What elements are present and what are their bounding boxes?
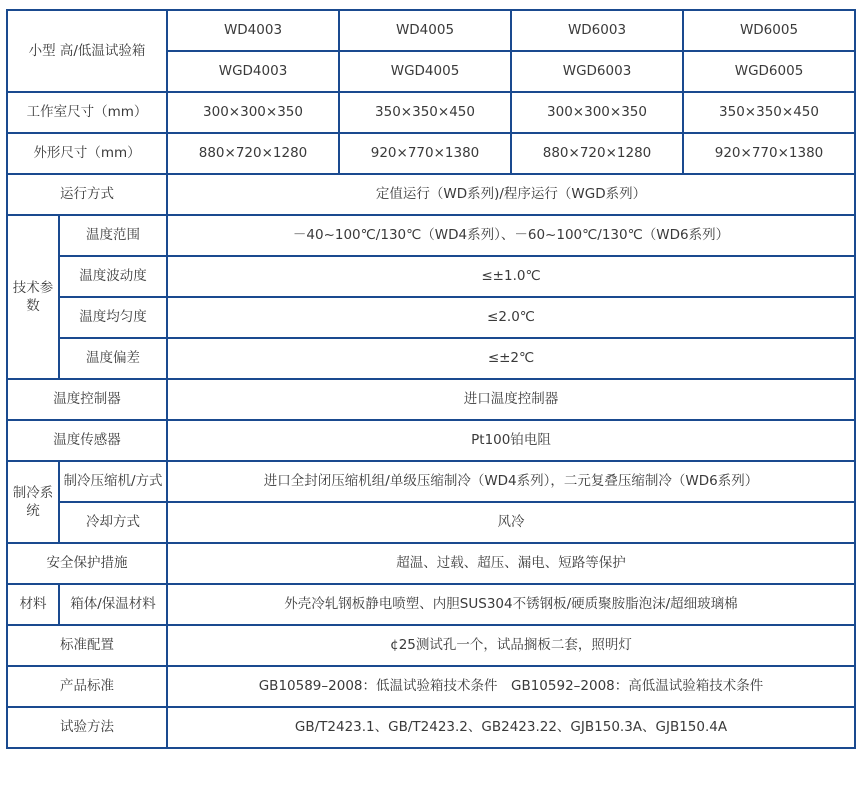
model-cell: WGD4005 xyxy=(339,51,511,92)
temp-range-value: －40~100℃/130℃（WD4系列）、－60~100℃/130℃（WD6系列） xyxy=(167,215,855,256)
table-row xyxy=(7,666,855,707)
operation-label: 运行方式 xyxy=(7,174,167,215)
temp-fluctuation-value: ≤±1.0℃ xyxy=(167,256,855,297)
temp-uniformity-label: 温度均匀度 xyxy=(59,297,167,338)
table-row xyxy=(7,379,855,420)
model-cell: WGD6003 xyxy=(511,51,683,92)
standard-config-value: ¢25测试孔一个，试品搁板二套，照明灯 xyxy=(167,625,855,666)
temp-range-label: 温度范围 xyxy=(59,215,167,256)
test-method-label: 试验方法 xyxy=(7,707,167,748)
outer-size-cell: 920×770×1380 xyxy=(683,133,855,174)
table-row xyxy=(7,420,855,461)
table-row xyxy=(7,133,855,174)
outer-size-cell: 920×770×1380 xyxy=(339,133,511,174)
table-row xyxy=(7,707,855,748)
temp-deviation-value: ≤±2℃ xyxy=(167,338,855,379)
sensor-value: Pt100铂电阻 xyxy=(167,420,855,461)
product-standard-label: 产品标准 xyxy=(7,666,167,707)
table-row xyxy=(7,543,855,584)
table-row xyxy=(7,92,855,133)
refrigeration-label: 制冷系统 xyxy=(7,461,59,543)
table-row xyxy=(7,584,855,625)
spec-table xyxy=(6,9,856,749)
chamber-size-cell: 300×300×350 xyxy=(167,92,339,133)
table-row xyxy=(7,215,855,256)
controller-label: 温度控制器 xyxy=(7,379,167,420)
outer-size-cell: 880×720×1280 xyxy=(511,133,683,174)
table-row xyxy=(7,297,855,338)
test-method-value: GB/T2423.1、GB/T2423.2、GB2423.22、GJB150.3A、GJB150.4A xyxy=(167,707,855,748)
material-label: 材料 xyxy=(7,584,59,625)
outer-size-label: 外形尺寸（mm） xyxy=(7,133,167,174)
standard-config-label: 标准配置 xyxy=(7,625,167,666)
temp-deviation-label: 温度偏差 xyxy=(59,338,167,379)
safety-label: 安全保护措施 xyxy=(7,543,167,584)
sensor-label: 温度传感器 xyxy=(7,420,167,461)
model-cell: WD6003 xyxy=(511,10,683,51)
cooling-label: 冷却方式 xyxy=(59,502,167,543)
product-standard-value: GB10589–2008：低温试验箱技术条件 GB10592–2008：高低温试验箱技术条件 xyxy=(167,666,855,707)
chamber-size-cell: 350×350×450 xyxy=(683,92,855,133)
material-value: 外壳冷轧钢板静电喷塑、内胆SUS304不锈钢板/硬质聚胺脂泡沫/超细玻璃棉 xyxy=(167,584,855,625)
temp-uniformity-value: ≤2.0℃ xyxy=(167,297,855,338)
table-row xyxy=(7,338,855,379)
chamber-size-cell: 300×300×350 xyxy=(511,92,683,133)
model-cell: WGD4003 xyxy=(167,51,339,92)
table-row xyxy=(7,256,855,297)
outer-size-cell: 880×720×1280 xyxy=(167,133,339,174)
chamber-size-cell: 350×350×450 xyxy=(339,92,511,133)
safety-value: 超温、过载、超压、漏电、短路等保护 xyxy=(167,543,855,584)
cooling-value: 风冷 xyxy=(167,502,855,543)
material-sub-label: 箱体/保温材料 xyxy=(59,584,167,625)
table-row xyxy=(7,625,855,666)
controller-value: 进口温度控制器 xyxy=(167,379,855,420)
compressor-value: 进口全封闭压缩机组/单级压缩制冷（WD4系列），二元复叠压缩制冷（WD6系列） xyxy=(167,461,855,502)
temp-fluctuation-label: 温度波动度 xyxy=(59,256,167,297)
operation-value: 定值运行（WD系列)/程序运行（WGD系列） xyxy=(167,174,855,215)
table-row xyxy=(7,461,855,502)
models-label: 小型 高/低温试验箱 xyxy=(7,10,167,92)
model-cell: WD6005 xyxy=(683,10,855,51)
chamber-size-label: 工作室尺寸（mm） xyxy=(7,92,167,133)
model-cell: WGD6005 xyxy=(683,51,855,92)
model-cell: WD4005 xyxy=(339,10,511,51)
table-row xyxy=(7,502,855,543)
table-row xyxy=(7,174,855,215)
tech-label: 技术参数 xyxy=(7,215,59,379)
spec-sheet xyxy=(6,9,854,780)
table-row xyxy=(7,10,855,51)
compressor-label: 制冷压缩机/方式 xyxy=(59,461,167,502)
model-cell: WD4003 xyxy=(167,10,339,51)
